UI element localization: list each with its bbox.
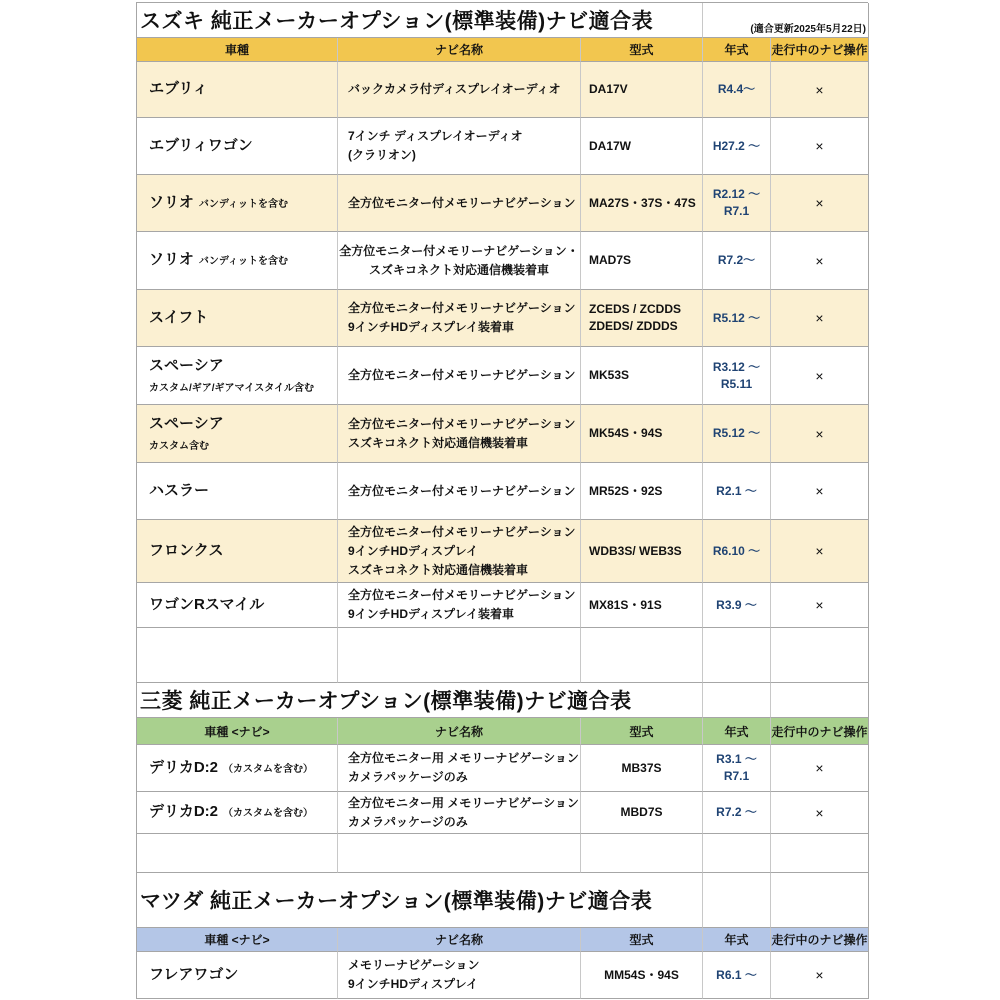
nav-name-cell [338, 745, 581, 792]
table-row [136, 463, 868, 520]
car-cell [137, 405, 338, 463]
year-range: R3.12 ～ [712, 359, 761, 374]
year-range: R7.1 [723, 769, 750, 783]
car-name-line [149, 80, 208, 99]
column-header: 年式 [703, 718, 771, 745]
model-code-cell [581, 952, 703, 999]
car-name-line [149, 482, 209, 501]
nav-name-cell [338, 520, 581, 583]
car-name-line [149, 415, 224, 434]
model-code: DA17W [589, 138, 632, 153]
nav-name-line: 全方位モニター付メモリーナビゲーション [348, 301, 576, 315]
year-range: R5.12 ～ [712, 426, 761, 440]
empty-cell [771, 628, 869, 683]
section-title-row [136, 683, 868, 718]
section-suzuki [136, 2, 868, 683]
title-row-right-cell [703, 3, 869, 38]
empty-cell [703, 834, 771, 873]
model-code: ZCEDS / ZCDDS [589, 302, 682, 316]
model-code-cell [581, 520, 703, 583]
table-row [136, 347, 868, 405]
model-code: MM54S・94S [604, 967, 679, 982]
nav-name-cell [338, 62, 581, 118]
empty-cell [338, 834, 581, 873]
nav-name-cell [338, 175, 581, 232]
column-header-row [136, 38, 868, 62]
table-row [136, 520, 868, 583]
nav-name-line: 7インチ ディスプレイオーディオ [348, 129, 523, 143]
nav-operation-cell [771, 745, 869, 792]
car-name-line [149, 966, 238, 985]
year-range: R7.2～ [717, 253, 756, 267]
model-code: MK53S [589, 368, 630, 382]
empty-cell [771, 834, 869, 873]
model-code: MX81S・91S [589, 597, 662, 612]
nav-operation-cell [771, 583, 869, 628]
year-cell [703, 463, 771, 520]
empty-row [136, 628, 868, 683]
operation-mark: × [815, 367, 824, 384]
nav-name-line: スズキコネクト対応通信機装着車 [348, 435, 529, 450]
model-code: MBD7S [620, 805, 663, 819]
car-cell [137, 952, 338, 999]
nav-operation-cell [771, 232, 869, 290]
section-mazda [136, 873, 868, 999]
year-cell [703, 745, 771, 792]
column-header: 走行中のナビ操作 [771, 718, 869, 745]
car-name: スペーシア [149, 415, 224, 433]
car-sub-label: （カスタムを含む） [223, 808, 314, 820]
empty-cell [581, 628, 703, 683]
nav-name-line: メモリーナビゲーション [348, 958, 480, 972]
model-code-cell [581, 232, 703, 290]
model-code-cell [581, 290, 703, 347]
section-title-row [136, 2, 868, 38]
table-row [136, 232, 868, 290]
year-cell [703, 347, 771, 405]
operation-mark: × [815, 760, 824, 776]
nav-name-line: カメラパッケージのみ [348, 814, 468, 829]
nav-name-line: 全方位モニター付メモリーナビゲーション [348, 195, 576, 210]
model-code: WDB3S/ WEB3S [589, 543, 682, 558]
year-cell [703, 583, 771, 628]
car-name-line [149, 759, 313, 778]
year-range: R2.12 ～ [712, 187, 761, 201]
nav-operation-cell [771, 520, 869, 583]
nav-name-line: スズキコネクト対応通信機装着車 [348, 562, 529, 577]
nav-name-line: 全方位モニター付メモリーナビゲーション [348, 368, 576, 382]
year-cell [703, 175, 771, 232]
column-header: 型式 [581, 718, 703, 745]
model-code: MA27S・37S・47S [589, 195, 696, 210]
operation-mark: × [815, 804, 824, 821]
year-cell [703, 290, 771, 347]
empty-cell [137, 628, 338, 683]
model-code: DA17V [589, 82, 628, 96]
nav-name-line: 全方位モニター用 メモリーナビゲーション [348, 751, 579, 765]
nav-name-line: カメラパッケージのみ [348, 770, 468, 784]
car-cell [137, 118, 338, 175]
empty-cell [581, 834, 703, 873]
model-code-cell [581, 792, 703, 834]
car-name: ハスラー [149, 481, 210, 499]
nav-name-line: 全方位モニター付メモリーナビゲーション [348, 524, 576, 539]
operation-mark: × [815, 195, 824, 211]
empty-cell [703, 628, 771, 683]
empty-cell [137, 834, 338, 873]
year-range: R3.1 ～ [716, 752, 757, 766]
nav-name-line: 全方位モニター付メモリーナビゲーション [348, 416, 576, 431]
column-header: 型式 [581, 928, 703, 952]
column-header: 年式 [703, 38, 771, 62]
empty-row [136, 834, 868, 873]
model-code: MR52S・92S [589, 483, 663, 498]
nav-operation-cell [771, 290, 869, 347]
car-name-line [149, 542, 224, 561]
table-row [136, 62, 868, 118]
year-cell [703, 405, 771, 463]
car-sub-label: カスタム含む [149, 440, 209, 452]
car-name-line [149, 137, 253, 156]
nav-name-cell [338, 347, 581, 405]
car-sub-label: （カスタムを含む） [223, 763, 314, 775]
year-range: R6.10 ～ [712, 543, 761, 558]
nav-name-line: 9インチHDディスプレイ装着車 [348, 607, 514, 621]
car-cell [137, 792, 338, 834]
car-name: ソリオ [149, 193, 194, 211]
model-code: MB37S [621, 760, 662, 775]
car-cell [137, 745, 338, 792]
nav-operation-cell [771, 62, 869, 118]
column-header: ナビ名称 [338, 928, 581, 952]
model-code-cell [581, 745, 703, 792]
nav-compatibility-document [136, 2, 868, 999]
car-name: エブリィ [149, 80, 208, 98]
year-cell [703, 118, 771, 175]
title-row-empty-cell [771, 873, 869, 928]
nav-name-line: 全方位モニター付メモリーナビゲーション [348, 588, 576, 602]
title-row-empty-cell [771, 683, 869, 718]
car-name-line [149, 251, 288, 270]
operation-mark: × [815, 81, 824, 98]
operation-mark: × [815, 252, 824, 269]
operation-mark: × [815, 138, 824, 154]
column-header: ナビ名称 [338, 38, 581, 62]
title-row-empty-cell [703, 683, 771, 718]
nav-operation-cell [771, 347, 869, 405]
table-row [136, 175, 868, 232]
update-date-note: (適合更新2025年5月22日) [750, 24, 866, 35]
table-row [136, 952, 868, 999]
nav-name-cell [338, 232, 581, 290]
car-cell [137, 583, 338, 628]
nav-name-cell [338, 952, 581, 999]
car-sub-label: バンディットを含む [198, 198, 289, 210]
model-code-cell [581, 463, 703, 520]
year-range: R7.2 ～ [716, 805, 757, 819]
table-row [136, 290, 868, 347]
section-title: 三菱 純正メーカーオプション(標準装備)ナビ適合表 [137, 683, 703, 718]
car-cell [137, 463, 338, 520]
car-cell [137, 62, 338, 118]
year-range: R3.9 ～ [716, 597, 757, 612]
nav-name-cell [338, 290, 581, 347]
car-name-line [149, 357, 224, 376]
car-name: ソリオ [149, 251, 194, 269]
year-range: R2.1 ～ [716, 483, 757, 498]
table-row [136, 745, 868, 792]
column-header-row [136, 928, 868, 952]
car-name: ワゴンRスマイル [149, 595, 265, 613]
nav-name-line: 全方位モニター用 メモリーナビゲーション [348, 795, 579, 810]
nav-name-cell [338, 583, 581, 628]
model-code-cell [581, 118, 703, 175]
car-cell [137, 520, 338, 583]
nav-name-line: (クラリオン) [348, 148, 416, 162]
nav-name-cell [338, 405, 581, 463]
column-header: 車種 <ナビ> [137, 928, 338, 952]
column-header-row [136, 718, 868, 745]
operation-mark: × [815, 597, 824, 613]
model-code-cell [581, 405, 703, 463]
year-cell [703, 520, 771, 583]
car-cell [137, 232, 338, 290]
table-row [136, 118, 868, 175]
year-range: H27.2 ～ [712, 138, 761, 153]
operation-mark: × [815, 425, 824, 442]
car-cell [137, 175, 338, 232]
nav-name-line: 9インチHDディスプレイ [348, 543, 478, 558]
operation-mark: × [815, 483, 824, 499]
nav-name-line: バックカメラ付ディスプレイオーディオ [348, 82, 561, 96]
table-row [136, 405, 868, 463]
year-cell [703, 952, 771, 999]
section-mitsubishi [136, 683, 868, 873]
section-title-row [136, 873, 868, 928]
table-row [136, 792, 868, 834]
model-code: MK54S・94S [589, 426, 663, 440]
nav-operation-cell [771, 792, 869, 834]
year-range: R6.1 ～ [716, 967, 757, 982]
car-name-line [149, 596, 264, 615]
column-header: 車種 <ナビ> [137, 718, 338, 745]
year-cell [703, 792, 771, 834]
car-name-line [149, 194, 288, 213]
car-sub-label: カスタム/ギア/ギアマイスタイル含む [149, 382, 315, 394]
column-header: 車種 [137, 38, 338, 62]
nav-name-cell [338, 463, 581, 520]
empty-cell [338, 628, 581, 683]
column-header: ナビ名称 [338, 718, 581, 745]
model-code-cell [581, 62, 703, 118]
operation-mark: × [815, 543, 824, 559]
car-name: フロンクス [149, 541, 224, 559]
model-code-cell [581, 347, 703, 405]
column-header: 走行中のナビ操作 [771, 38, 869, 62]
nav-operation-cell [771, 463, 869, 520]
car-name-line [149, 309, 208, 328]
nav-name-cell [338, 118, 581, 175]
year-cell [703, 232, 771, 290]
operation-mark: × [815, 967, 824, 983]
nav-name-line: 全方位モニター付メモリーナビゲーション [348, 483, 576, 498]
nav-operation-cell [771, 118, 869, 175]
year-range: R7.1 [723, 204, 750, 218]
nav-operation-cell [771, 952, 869, 999]
nav-operation-cell [771, 175, 869, 232]
nav-name-line: スズキコネクト対応通信機装着車 [368, 262, 549, 277]
title-row-empty-cell [703, 873, 771, 928]
section-title: スズキ 純正メーカーオプション(標準装備)ナビ適合表 [137, 3, 703, 38]
car-name: デリカD:2 [149, 803, 219, 821]
nav-operation-cell [771, 405, 869, 463]
nav-name-line: 9インチHDディスプレイ装着車 [348, 320, 514, 334]
operation-mark: × [815, 310, 824, 326]
column-header: 年式 [703, 928, 771, 952]
car-name: フレアワゴン [149, 965, 239, 983]
table-row [136, 583, 868, 628]
car-name: スイフト [149, 308, 209, 326]
model-code-cell [581, 583, 703, 628]
car-cell [137, 290, 338, 347]
nav-name-line: 全方位モニター付メモリーナビゲーション・ [339, 243, 579, 258]
section-title: マツダ 純正メーカーオプション(標準装備)ナビ適合表 [137, 873, 703, 928]
car-name-line [149, 803, 313, 822]
column-header: 型式 [581, 38, 703, 62]
car-name: エブリィワゴン [149, 136, 253, 154]
year-range: R4.4～ [717, 82, 756, 96]
car-name: デリカD:2 [149, 758, 219, 776]
nav-name-line: 9インチHDディスプレイ [348, 977, 478, 991]
year-cell [703, 62, 771, 118]
model-code: MAD7S [589, 253, 632, 267]
model-code-cell [581, 175, 703, 232]
nav-name-cell [338, 792, 581, 834]
year-range: R5.11 [720, 376, 753, 391]
year-range: R5.12 ～ [712, 310, 761, 325]
model-code: ZDEDS/ ZDDDS [589, 319, 678, 333]
column-header: 走行中のナビ操作 [771, 928, 869, 952]
car-cell [137, 347, 338, 405]
car-sub-label: バンディットを含む [198, 256, 289, 268]
car-name: スペーシア [149, 357, 224, 375]
